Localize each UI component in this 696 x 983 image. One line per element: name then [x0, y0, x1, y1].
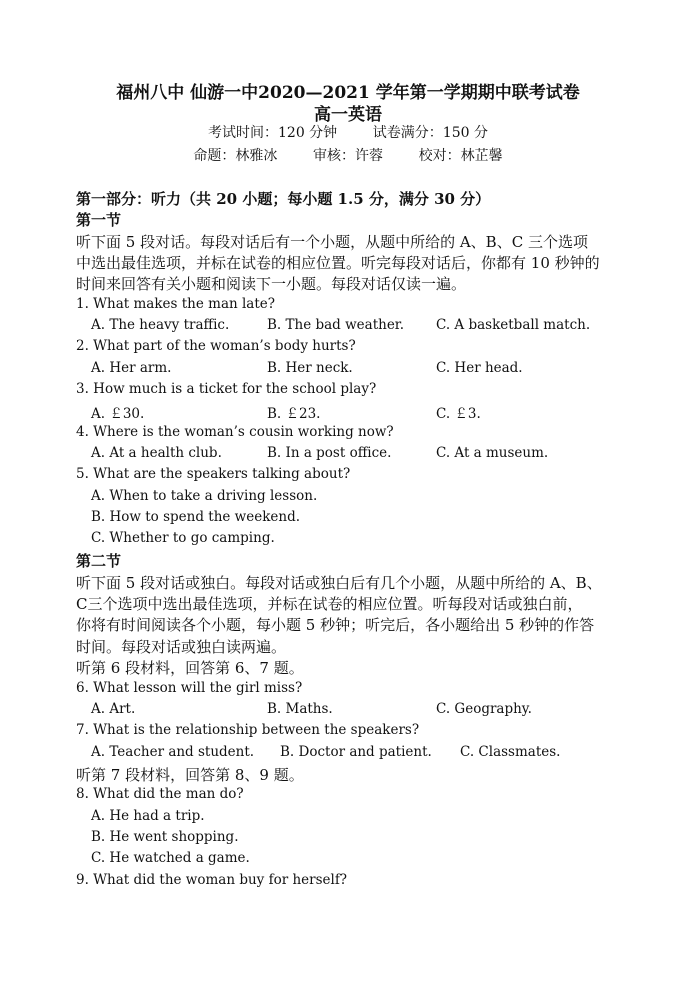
question-5-option-b: B. How to spend the weekend. — [91, 509, 301, 525]
question-6: 6. What lesson will the girl miss? — [76, 680, 303, 696]
question-7-option-b: B. Doctor and patient. — [280, 744, 432, 760]
section2-instruction-line: 听下面 5 段对话或独白。每段对话或独白后有几个小题，从题中所给的 A、B、 — [76, 574, 602, 592]
question-1-option-c: C. A basketball match. — [436, 317, 591, 333]
question-2-option-c: C. Her head. — [436, 360, 523, 376]
question-1-option-b: B. The bad weather. — [267, 317, 405, 333]
section1-heading: 第一节 — [76, 211, 122, 229]
section1-instruction-line: 时间来回答有关小题和阅读下一小题。每段对话仅读一遍。 — [76, 275, 467, 293]
question-9: 9. What did the woman buy for herself? — [76, 872, 348, 888]
question-8-option-b: B. He went shopping. — [91, 829, 239, 845]
question-3-option-c: C. ￡3. — [436, 406, 481, 422]
part1-heading: 第一部分：听力（共 20 小题；每小题 1.5 分，满分 30 分） — [76, 190, 491, 208]
exam-staff-info: 命题：林雅冰 审核：许蓉 校对：林芷馨 — [193, 148, 503, 164]
question-2-option-a: A. Her arm. — [91, 360, 172, 376]
question-5-option-c: C. Whether to go camping. — [91, 530, 275, 546]
section1-instruction-line: 听下面 5 段对话。每段对话后有一个小题，从题中所给的 A、B、C 三个选项 — [76, 233, 588, 251]
question-5: 5. What are the speakers talking about? — [76, 466, 351, 482]
question-7-option-a: A. Teacher and student. — [91, 744, 255, 760]
section2-heading: 第二节 — [76, 552, 122, 570]
section2-instruction-line: 你将有时间阅读各个小题，每小题 5 秒钟；听完后，各小题给出 5 秒钟的作答 — [76, 616, 595, 634]
question-6-option-c: C. Geography. — [436, 701, 532, 717]
question-8-option-a: A. He had a trip. — [91, 808, 205, 824]
question-6-option-b: B. Maths. — [267, 701, 333, 717]
question-4-option-a: A. At a health club. — [91, 445, 222, 461]
question-4: 4. Where is the woman’s cousin working now? — [76, 424, 394, 440]
question-4-option-b: B. In a post office. — [267, 445, 392, 461]
question-3: 3. How much is a ticket for the school play? — [76, 381, 377, 397]
question-2: 2. What part of the woman’s body hurts? — [76, 338, 356, 354]
section2-instruction-line: C三个选项中选出最佳选项，并标在试卷的相应位置。听每段对话或独白前， — [76, 595, 583, 613]
question-6-option-a: A. Art. — [91, 701, 136, 717]
exam-time-info: 考试时间：120 分钟 试卷满分：150 分 — [208, 125, 488, 141]
question-1-option-a: A. The heavy traffic. — [91, 317, 230, 333]
question-1: 1. What makes the man late? — [76, 296, 275, 312]
section2-instruction-line: 时间。每段对话或独白读两遍。 — [76, 638, 287, 656]
question-8-option-c: C. He watched a game. — [91, 850, 250, 866]
exam-subject: 高一英语 — [314, 105, 382, 125]
section1-instruction-line: 中选出最佳选项，并标在试卷的相应位置。听完每段对话后，你都有 10 秒钟的 — [76, 254, 600, 272]
question-8: 8. What did the man do? — [76, 786, 244, 802]
question-3-option-b: B. ￡23. — [267, 406, 321, 422]
material-6-note: 听第 6 段材料，回答第 6、7 题。 — [76, 659, 304, 677]
exam-title: 福州八中 仙游一中2020—2021 学年第一学期期中联考试卷 — [116, 83, 580, 103]
question-7: 7. What is the relationship between the speakers? — [76, 722, 420, 738]
material-7-note: 听第 7 段材料，回答第 8、9 题。 — [76, 766, 304, 784]
question-7-option-c: C. Classmates. — [460, 744, 561, 760]
question-2-option-b: B. Her neck. — [267, 360, 353, 376]
question-5-option-a: A. When to take a driving lesson. — [91, 488, 318, 504]
question-4-option-c: C. At a museum. — [436, 445, 549, 461]
question-3-option-a: A. ￡30. — [91, 406, 145, 422]
